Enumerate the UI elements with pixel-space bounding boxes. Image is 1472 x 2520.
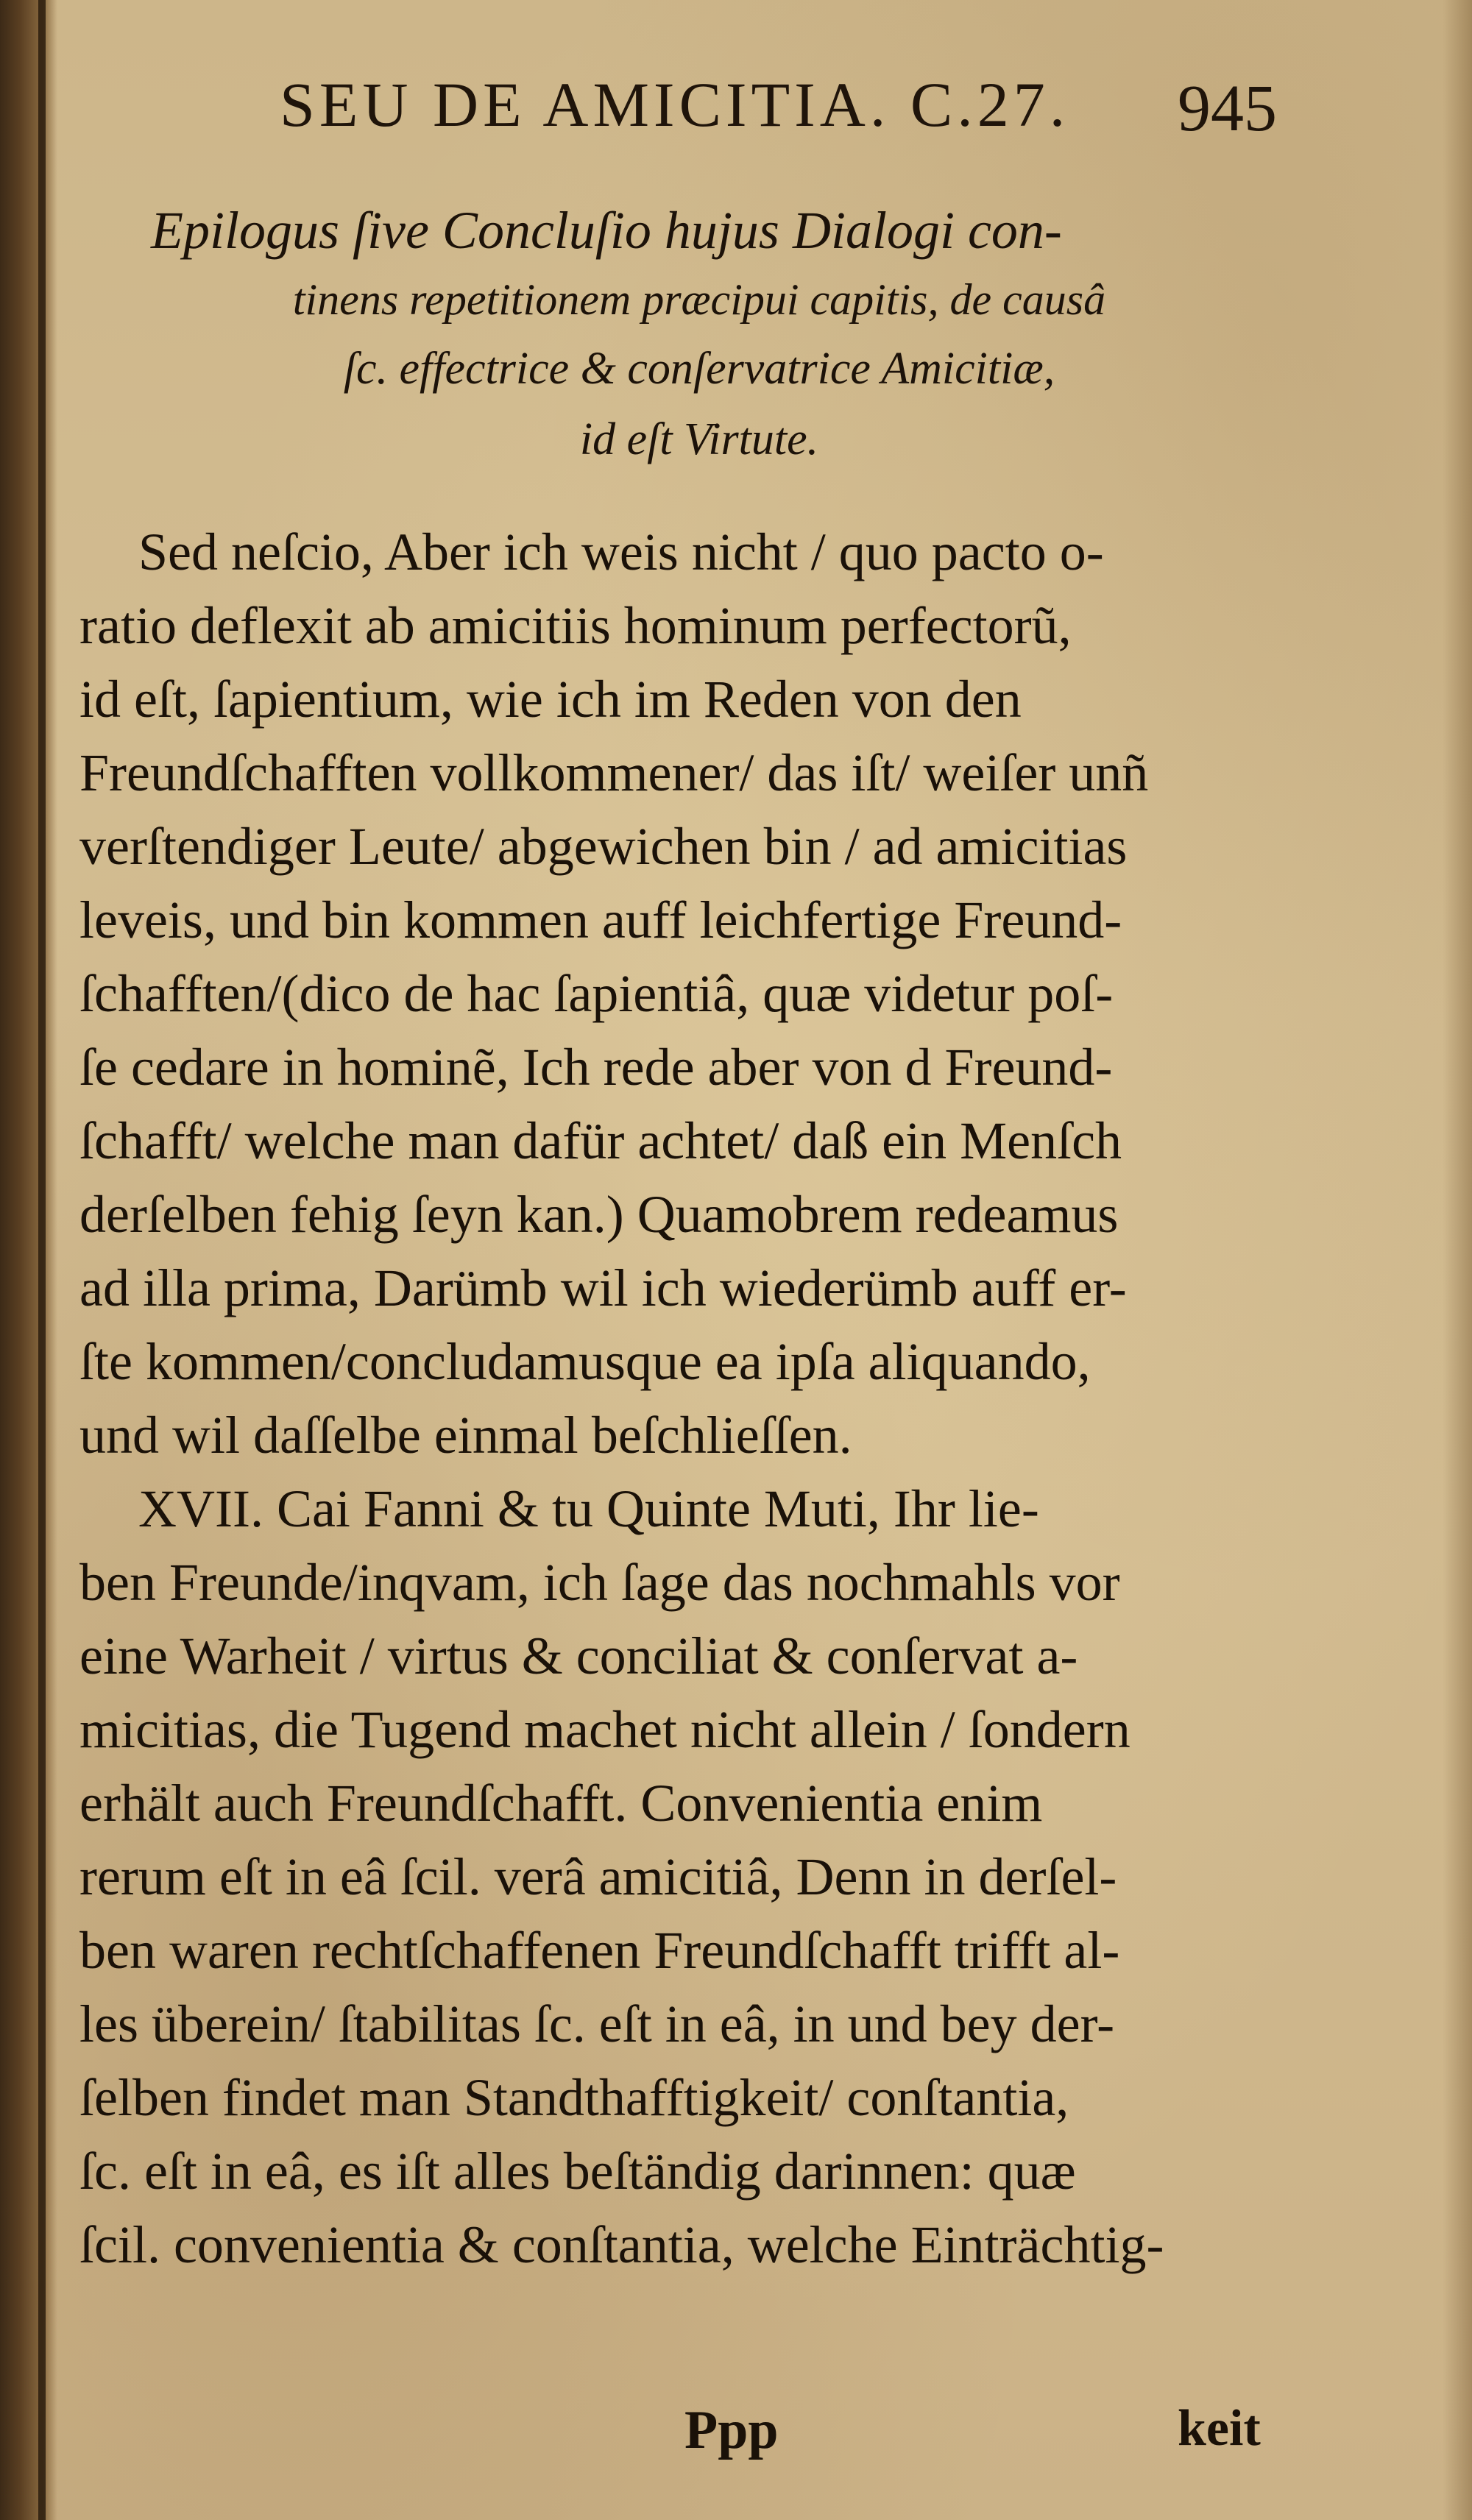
catchword: keit [1178, 2400, 1261, 2457]
text-line: derſelben fehig ſeyn kan.) Quamobrem redeamus [79, 1185, 1119, 1244]
signature-mark: Ppp [684, 2400, 779, 2460]
text-line: rerum eſt in eâ ſcil. verâ amicitiâ, Denn in derſel- [79, 1847, 1117, 1906]
running-head: SEU DE AMICITIA. C.27. [280, 69, 1070, 140]
binding-gutter [0, 0, 57, 2520]
text-line: micitias, die Tugend machet nicht allein / ſondern [79, 1700, 1130, 1759]
text-line: ſcil. convenientia & conſtantia, welche Einträchtig- [79, 2215, 1164, 2274]
section-heading [140, 195, 1259, 475]
text-line: ſe cedare in hominẽ, Ich rede aber von d Freund- [79, 1038, 1113, 1097]
text-line: ſelben findet man Standthafftigkeit/ conſtantia, [79, 2068, 1069, 2127]
section-heading-line-2: tinens repetitionem præcipui capitis, de causâ [292, 275, 1106, 324]
text-line: ben waren rechtſchaffenen Freundſchafft trifft al- [79, 1921, 1120, 1980]
text-line: ratio deflexit ab amicitiis hominum perfectorũ, [79, 596, 1072, 655]
page-number: 945 [1178, 72, 1277, 145]
gutter-shadow-line [38, 0, 46, 2520]
text-line: Sed neſcio, Aber ich weis nicht / quo pacto o- [138, 523, 1104, 581]
text-line: erhält auch Freundſchafft. Convenientia enim [79, 1774, 1043, 1833]
text-line: id eſt, ſapientium, wie ich im Reden von den [79, 670, 1022, 729]
text-line: eine Warheit / virtus & conciliat & conſervat a- [79, 1627, 1078, 1685]
text-line: ad illa prima, Darümb wil ich wiederümb auff er- [79, 1259, 1127, 1317]
section-heading-line-4: id eſt Virtute. [579, 414, 819, 464]
text-line: leveis, und bin kommen auff leichfertige Freund- [79, 891, 1122, 949]
text-line: les überein/ ſtabilitas ſc. eſt in eâ, in und bey der- [79, 1995, 1115, 2053]
text-line: ſchafft/ welche man dafür achtet/ daß ein Menſch [79, 1111, 1122, 1170]
body-text [79, 515, 1272, 2282]
text-line: verſtendiger Leute/ abgewichen bin / ad amicitias [79, 817, 1128, 876]
page-edge-shadow [1443, 0, 1472, 2520]
section-heading-line-1: Epilogus ſive Concluſio hujus Dialogi con- [151, 201, 1062, 260]
text-line: Freundſchafften vollkommener/ das iſt/ weiſer unñ [79, 743, 1149, 802]
text-line: ſte kommen/concludamusque ea ipſa aliquando, [79, 1332, 1091, 1391]
text-line: XVII. Cai Fanni & tu Quinte Muti, Ihr lie- [138, 1479, 1039, 1538]
text-line: ſchafften/(dico de hac ſapientiâ, quæ videtur poſ- [79, 964, 1114, 1023]
text-line: ben Freunde/inqvam, ich ſage das nochmahls vor [79, 1553, 1120, 1612]
section-heading-line-3: ſc. effectrice & conſervatrice Amicitiæ, [343, 344, 1055, 394]
text-line: ſc. eſt in eâ, es iſt alles beſtändig darinnen: quæ [79, 2142, 1076, 2201]
text-line: und wil daſſelbe einmal beſchlieſſen. [79, 1406, 852, 1465]
